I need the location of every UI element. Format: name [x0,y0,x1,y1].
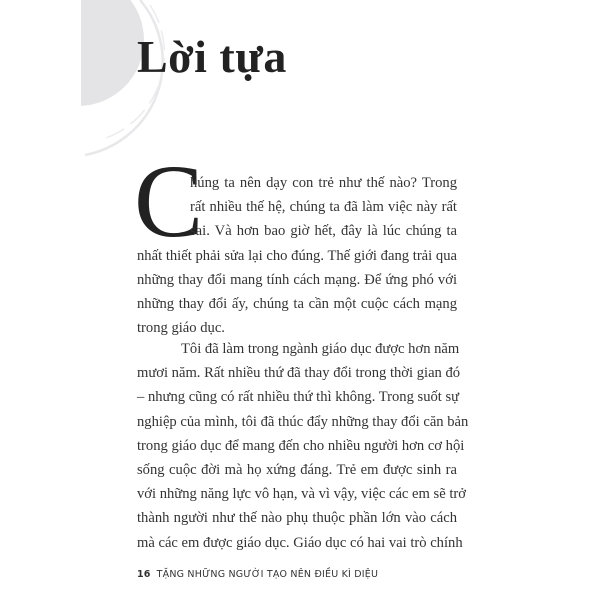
drop-cap: C [134,144,204,259]
text-line: nghiệp của mình, tôi đã thúc đẩy những thay đổi căn bản [137,413,469,430]
text-line: thành người như thế nào phụ thuộc phần lớn vào cách [137,510,457,527]
text-line: húng ta nên dạy con trẻ như thế nào? Trong [190,175,457,191]
text-line: những thay đổi mang tính cách mạng. Để ứng phó với [137,271,457,288]
page-footer [137,569,378,580]
text-line: Tôi đã làm trong ngành giáo dục được hơn năm [181,341,460,357]
page-number: 16 [137,569,151,580]
text-line: trong giáo dục. [137,320,225,337]
page-title: Lời tựa [137,31,287,82]
text-line: rất nhiều thế hệ, chúng ta đã làm việc này rất [190,199,457,216]
text-line: – nhưng cũng có rất nhiều thứ thì không. Trong suốt sự [137,389,460,406]
text-line: với những năng lực vô hạn, và vì vậy, việc các em sẽ trở [137,486,466,503]
text-line: nhất thiết phải sửa lại cho đúng. Thế giới đang trải qua [137,247,457,264]
text-line: trong giáo dục để mang đến cho nhiều người hơn cơ hội [137,437,465,454]
text-line: mươi năm. Rất nhiều thứ đã thay đổi trong thời gian đó [137,365,461,382]
text-line: những thay đổi ấy, chúng ta cần một cuộc cách mạng [137,296,457,312]
running-title: TẶNG NHỮNG NGƯỜI TẠO NÊN ĐIỀU KÌ DIỆU [156,569,379,580]
text-line: sai. Và hơn bao giờ hết, đây là lúc chúng ta [190,223,457,240]
text-line: sống cuộc đời mà họ xứng đáng. Trẻ em được sinh ra [137,462,457,478]
text-line: mà các em được giáo dục. Giáo dục có hai vai trò chính [137,534,463,551]
